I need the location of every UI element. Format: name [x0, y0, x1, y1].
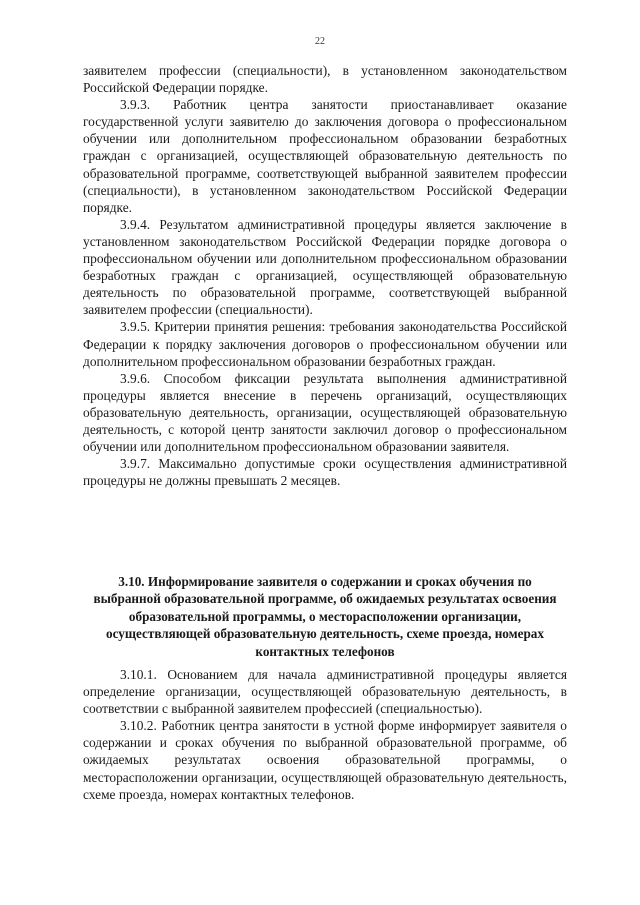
- paragraph-continuation: заявителем профессии (специальности), в установленном законодательством Российской Федерации порядке.: [83, 63, 567, 96]
- paragraph-3-9-5: 3.9.5. Критерии принятия решения: требования законодательства Российской Федерации к порядку заключения договоров о профессиональном обучении или дополнительном профессиональном образовании безработных граждан.: [83, 319, 567, 369]
- section-body: [83, 666, 567, 803]
- section-heading-3-10: 3.10. Информирование заявителя о содержании и сроках обучения по выбранной образовательной программе, об ожидаемых результатах освоения образовательной программы, о месторасположении организации, осуществляющей образовательную деятельность, схеме проезда, номерах контактных телефонов: [93, 574, 557, 659]
- paragraph-3-9-6: 3.9.6. Способом фиксации результата выполнения административной процедуры является внесение в перечень организаций, осуществляющих образовательную деятельность, организации, осуществляющей образовательную деятельность, с которой центр занятости заключил договор о профессиональном обучении или дополнительном профессиональном образовании заявителя.: [83, 370, 567, 455]
- document-body: [83, 62, 567, 489]
- paragraph-3-10-1: 3.10.1. Основанием для начала административной процедуры является определение организации, осуществляющей образовательную деятельность, в соответствии с выбранной заявителем профессией (специальностью).: [83, 667, 567, 717]
- page-number: 22: [315, 36, 325, 47]
- paragraph-3-9-4: 3.9.4. Результатом административной процедуры является заключение в установленном законодательством Российской Федерации порядке договора о профессиональном обучении или дополнительном профессиональном образовании безработных граждан с организацией, осуществляющей образовательную деятельность по образовательной программе, соответствующей выбранной заявителем профессии (специальности).: [83, 216, 567, 318]
- paragraph-3-10-2: 3.10.2. Работник центра занятости в устной форме информирует заявителя о содержании и сроках обучения по выбранной образовательной программе, об ожидаемых результатах освоения образовательной программы, о месторасположении организации, осуществляющей образовательную деятельность, схеме проезда, номерах контактных телефонов.: [83, 718, 567, 802]
- paragraph-3-9-3: 3.9.3. Работник центра занятости приостанавливает оказание государственной услуги заявителю до заключения договора о профессиональном обучении или дополнительном профессиональном образовании безработных граждан с организацией, осуществляющей образовательную деятельность по образовательной программе, соответствующей выбранной заявителем профессии (специальности), в установленном законодательством Российской Федерации порядке.: [83, 97, 567, 215]
- paragraph-3-9-7: 3.9.7. Максимально допустимые сроки осуществления административной процедуры не должны превышать 2 месяцев.: [83, 456, 567, 489]
